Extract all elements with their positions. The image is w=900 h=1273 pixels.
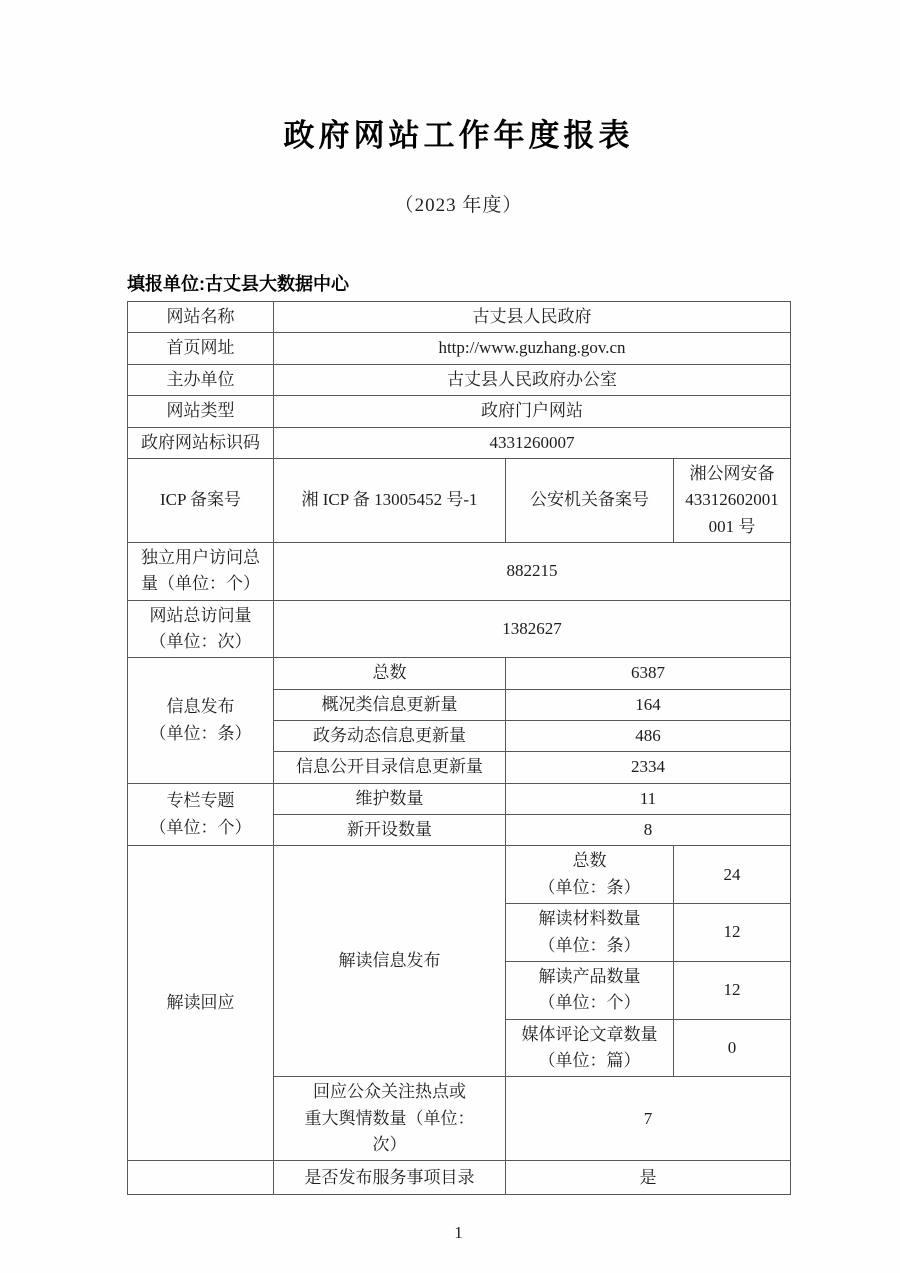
newly-opened-count-value: 8 xyxy=(506,815,791,846)
page-title: 政府网站工作年度报表 xyxy=(283,118,634,153)
interpretation-products-value: 12 xyxy=(674,961,791,1019)
interpretation-total-label-line: （单位：条） xyxy=(538,877,641,897)
police-record-value xyxy=(674,459,791,543)
unique-visitors-label-line: 量（单位：个） xyxy=(141,574,260,594)
overview-updates-value: 164 xyxy=(506,689,791,720)
service-catalog-value: 是 xyxy=(506,1161,791,1195)
newly-opened-count-label: 新开设数量 xyxy=(274,815,506,846)
info-publish-group-label xyxy=(128,658,274,783)
interpretation-materials-label-line: （单位：条） xyxy=(538,935,641,955)
total-visits-value: 1382627 xyxy=(274,600,791,658)
annual-report-table xyxy=(127,301,791,1196)
unique-visitors-value: 882215 xyxy=(274,543,791,601)
page-subtitle: （2023 年度） xyxy=(394,194,523,216)
table-row xyxy=(128,332,791,364)
interpretation-group-label: 解读回应 xyxy=(128,846,274,1161)
overview-updates-label: 概况类信息更新量 xyxy=(274,689,506,720)
info-total-value: 6387 xyxy=(506,658,791,689)
media-commentary-label-line: 媒体评论文章数量 xyxy=(521,1024,658,1044)
interpretation-total-label-line: 总数 xyxy=(572,851,607,871)
interpretation-total-label xyxy=(506,846,674,904)
public-concern-response-label-line: 回应公众关注热点或 xyxy=(313,1082,466,1102)
service-catalog-label: 是否发布服务事项目录 xyxy=(274,1161,506,1195)
site-type-value: 政府门户网站 xyxy=(274,396,791,427)
police-record-value-line: 43312602001 xyxy=(685,490,779,510)
interpretation-materials-label xyxy=(506,904,674,962)
police-record-value-line: 湘公网安备 xyxy=(689,464,775,484)
table-row xyxy=(128,301,791,332)
interpretation-products-label-line: （单位：个） xyxy=(538,993,641,1013)
columns-topics-group-label xyxy=(128,783,274,846)
gov-news-updates-label: 政务动态信息更新量 xyxy=(274,721,506,752)
public-concern-response-label-wrap xyxy=(277,1079,502,1158)
total-visits-label-line: 网站总访问量 xyxy=(149,605,252,625)
table-row xyxy=(128,396,791,427)
table-row xyxy=(128,1161,791,1195)
interpretation-materials-label-line: 解读材料数量 xyxy=(538,909,641,929)
interpretation-publish-label: 解读信息发布 xyxy=(274,846,506,1077)
site-name-label: 网站名称 xyxy=(128,301,274,332)
public-concern-response-label-line: 次） xyxy=(372,1134,407,1154)
site-id-label: 政府网站标识码 xyxy=(128,427,274,458)
site-id-value: 4331260007 xyxy=(274,427,791,458)
media-commentary-label xyxy=(506,1019,674,1077)
columns-topics-group-label-line: （单位：个） xyxy=(149,817,252,837)
police-record-label: 公安机关备案号 xyxy=(506,459,674,543)
page-content xyxy=(127,0,790,1243)
site-type-label: 网站类型 xyxy=(128,396,274,427)
public-concern-response-label-line: 重大舆情数量（单位： xyxy=(304,1108,475,1128)
public-concern-response-value: 7 xyxy=(506,1077,791,1161)
table-row xyxy=(128,600,791,658)
organizer-label: 主办单位 xyxy=(128,364,274,395)
table-row xyxy=(128,543,791,601)
interpretation-total-value: 24 xyxy=(674,846,791,904)
info-publish-group-label-line: （单位：条） xyxy=(149,723,252,743)
total-visits-label xyxy=(128,600,274,658)
info-total-label: 总数 xyxy=(274,658,506,689)
table-row xyxy=(128,427,791,458)
unique-visitors-label-line: 独立用户访问总 xyxy=(141,548,260,568)
media-commentary-label-line: （单位：篇） xyxy=(538,1050,641,1070)
maintained-count-value: 11 xyxy=(506,783,791,814)
organizer-value: 古丈县人民政府办公室 xyxy=(274,364,791,395)
media-commentary-value: 0 xyxy=(674,1019,791,1077)
total-visits-label-line: （单位：次） xyxy=(149,632,252,652)
public-concern-response-label xyxy=(274,1077,506,1161)
disclosure-directory-updates-value: 2334 xyxy=(506,752,791,783)
police-record-value-line: 001 号 xyxy=(708,516,756,536)
interpretation-products-label xyxy=(506,961,674,1019)
disclosure-directory-updates-label: 信息公开目录信息更新量 xyxy=(274,752,506,783)
reporting-unit: 填报单位:古丈县大数据中心 xyxy=(127,273,349,294)
table-row xyxy=(128,658,791,689)
gov-news-updates-value: 486 xyxy=(506,721,791,752)
icp-label: ICP 备案号 xyxy=(128,459,274,543)
table-row xyxy=(128,364,791,395)
homepage-url-value: http://www.guzhang.gov.cn xyxy=(274,332,791,364)
table-row xyxy=(128,459,791,543)
interpretation-products-label-line: 解读产品数量 xyxy=(538,966,641,986)
table-row xyxy=(128,846,791,904)
maintained-count-label: 维护数量 xyxy=(274,783,506,814)
info-publish-group-label-line: 信息发布 xyxy=(166,697,235,717)
columns-topics-group-label-line: 专栏专题 xyxy=(166,791,235,811)
unique-visitors-label xyxy=(128,543,274,601)
homepage-url-label: 首页网址 xyxy=(128,332,274,364)
page-number: 1 xyxy=(454,1223,463,1243)
table-row xyxy=(128,783,791,814)
interpretation-materials-value: 12 xyxy=(674,904,791,962)
icp-value: 湘 ICP 备 13005452 号-1 xyxy=(274,459,506,543)
empty-cell xyxy=(128,1161,274,1195)
site-name-value: 古丈县人民政府 xyxy=(274,301,791,332)
